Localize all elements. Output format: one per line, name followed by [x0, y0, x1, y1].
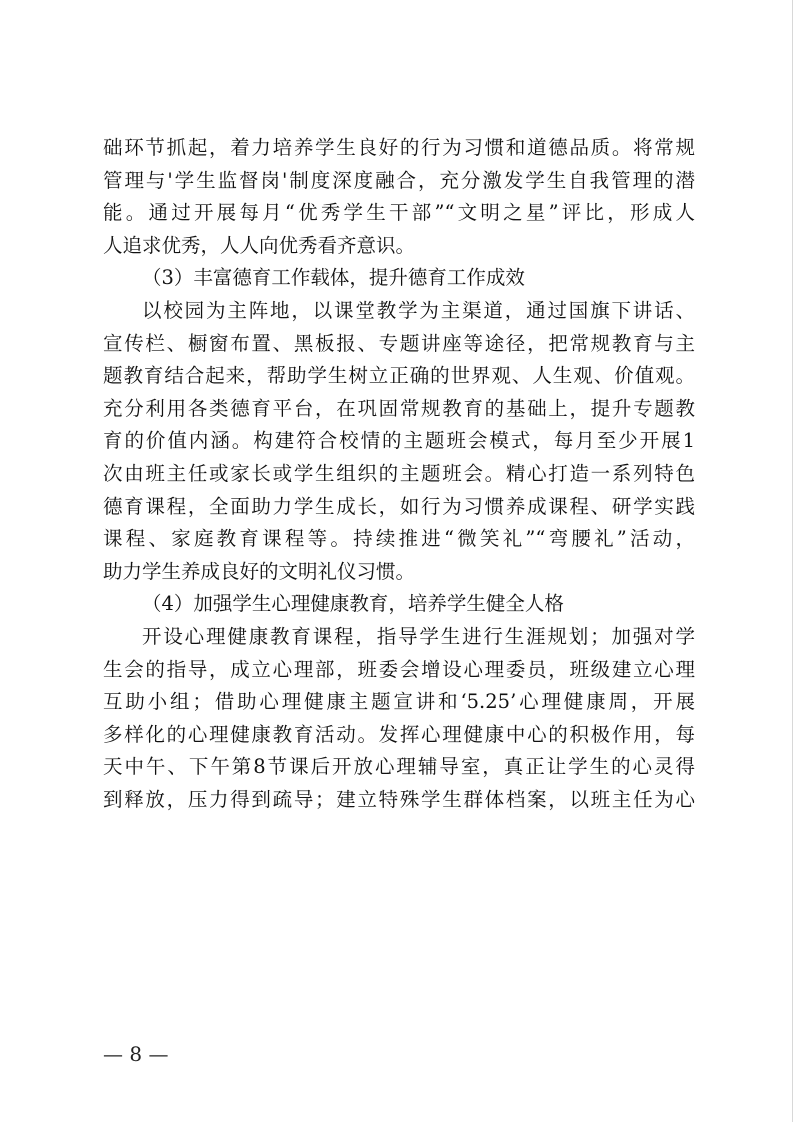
text-line: 德育课程，全面助力学生成长，如行为习惯养成课程、研学实践 [103, 494, 695, 518]
text-line: 能。通过开展每月“优秀学生干部”“文明之星”评比，形成人 [103, 201, 695, 225]
text-line: 到释放，压力得到疏导；建立特殊学生群体档案，以班主任为心 [103, 787, 695, 811]
text-line: 助力学生养成良好的文明礼仪习惯。 [103, 559, 416, 583]
page-number: — 8 — [103, 1042, 169, 1066]
text-line: 题教育结合起来，帮助学生树立正确的世界观、人生观、价值观。 [103, 364, 695, 388]
section-heading-4: （4）加强学生心理健康教育，培养学生健全人格 [142, 592, 564, 616]
text-line: 础环节抓起，着力培养学生良好的行为习惯和道德品质。将常规 [103, 136, 695, 159]
text-line: 宣传栏、橱窗布置、黑板报、专题讲座等途径，把常规教育与主 [103, 331, 695, 355]
body-text [103, 132, 695, 816]
text-line: 多样化的心理健康教育活动。发挥心理健康中心的积极作用，每 [103, 722, 695, 746]
text-line: 课程、家庭教育课程等。持续推进“微笑礼”“弯腰礼”活动， [103, 527, 695, 551]
text-line: 次由班主任或家长或学生组织的主题班会。精心打造一系列特色 [103, 461, 695, 485]
text-line: 管理与'学生监督岗'制度深度融合，充分激发学生自我管理的潜 [103, 168, 695, 192]
text-line: 生会的指导，成立心理部，班委会增设心理委员，班级建立心理 [103, 657, 695, 681]
text-line: 互助小组；借助心理健康主题宣讲和‘5.25’心理健康周，开展 [103, 690, 695, 714]
text-line: 育的价值内涵。构建符合校情的主题班会模式，每月至少开展1 [103, 429, 695, 453]
text-line: 以校园为主阵地，以课堂教学为主渠道，通过国旗下讲话、 [142, 298, 695, 322]
text-line: 开设心理健康教育课程，指导学生进行生涯规划；加强对学 [142, 624, 695, 648]
text-line: 充分利用各类德育平台，在巩固常规教育的基础上，提升专题教 [103, 396, 695, 420]
text-line: 天中午、下午第8节课后开放心理辅导室，真正让学生的心灵得 [103, 755, 695, 779]
section-heading-3: （3）丰富德育工作载体，提升德育工作成效 [142, 266, 525, 290]
text-line: 人追求优秀，人人向优秀看齐意识。 [103, 233, 416, 257]
